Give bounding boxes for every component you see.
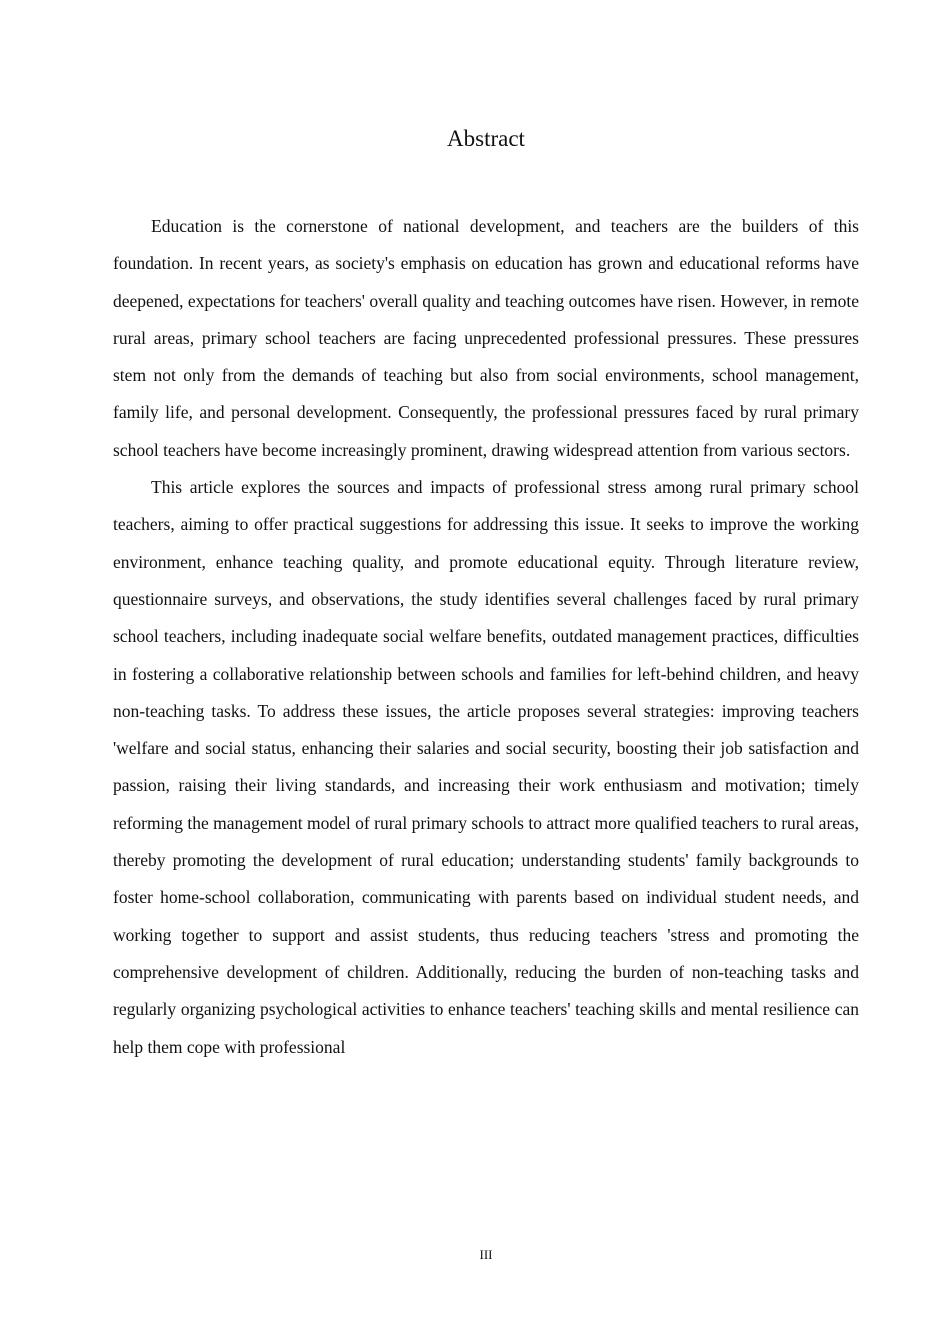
page-number: III (479, 1247, 493, 1262)
abstract-body (113, 208, 859, 1066)
abstract-paragraph-2: This article explores the sources and impacts of professional stress among rural primary school teachers, aiming to offer practical suggestions for addressing this issue. It seeks to improve the working environment, enhance teaching quality, and promote educational equity. Through literature review, questionnaire surveys, and observations, the study identifies several challenges faced by rural primary school teachers, including inadequate social welfare benefits, outdated management practices, difficulties in fostering a collaborative relationship between schools and families for left-behind children, and heavy non-teaching tasks. To address these issues, the article proposes several strategies: improving teachers 'welfare and social status, enhancing their salaries and social security, boosting their job satisfaction and passion, raising their living standards, and increasing their work enthusiasm and motivation; timely reforming the management model of rural primary schools to attract more qualified teachers to rural areas, thereby promoting the development of rural education; understanding students' family backgrounds to foster home-school collaboration, communicating with parents based on individual student needs, and working together to support and assist students, thus reducing teachers 'stress and promoting the comprehensive development of children. Additionally, reducing the burden of non-teaching tasks and regularly organizing psychological activities to enhance teachers' teaching skills and mental resilience can help them cope with professional (113, 477, 859, 1057)
abstract-paragraph-1: Education is the cornerstone of national development, and teachers are the builders of this foundation. In recent years, as society's emphasis on education has grown and educational reforms have deepened, expectations for teachers' overall quality and teaching outcomes have risen. However, in remote rural areas, primary school teachers are facing unprecedented professional pressures. These pressures stem not only from the demands of teaching but also from social environments, school management, family life, and personal development. Consequently, the professional pressures faced by rural primary school teachers have become increasingly prominent, drawing widespread attention from various sectors. (113, 216, 859, 460)
abstract-title: Abstract (447, 126, 525, 151)
